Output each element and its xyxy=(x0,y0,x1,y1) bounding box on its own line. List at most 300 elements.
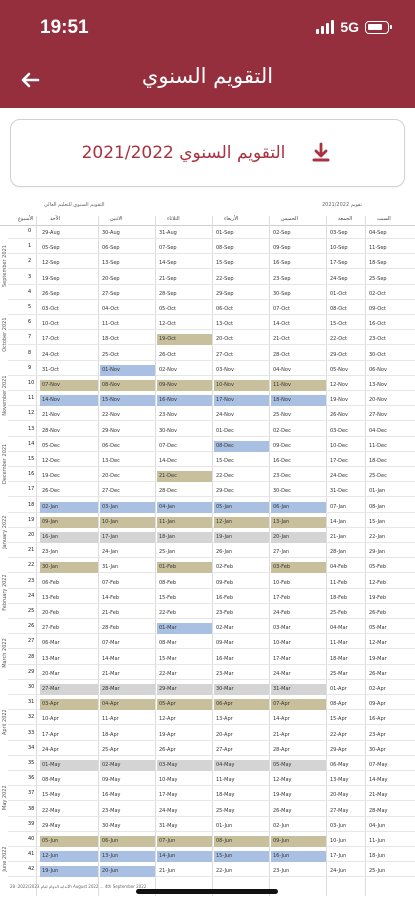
date-cell: 06-Mar xyxy=(42,640,60,647)
date-cell: 21-Dec xyxy=(157,471,212,482)
date-cell: 21-Mar xyxy=(102,670,120,677)
calendar-row xyxy=(8,410,415,421)
calendar-row xyxy=(8,836,415,847)
date-cell: 30-Dec xyxy=(273,488,291,495)
date-cell: 08-Oct xyxy=(330,306,347,312)
date-cell: 03-Dec xyxy=(330,427,348,434)
date-cell: 03-May xyxy=(157,760,212,771)
date-cell: 13-Sep xyxy=(102,260,120,267)
date-cell: 06-Jan xyxy=(271,502,326,513)
date-cell: 01-Apr xyxy=(330,686,347,692)
date-cell: 28-Oct xyxy=(273,351,290,358)
date-cell: 04-Dec xyxy=(369,427,387,434)
date-cell: 27-Dec xyxy=(102,488,120,495)
date-cell: 19-Apr xyxy=(159,731,176,738)
date-cell: 04-Mar xyxy=(330,625,348,632)
date-cell: 16-Mar xyxy=(216,655,234,662)
date-cell: 22-May xyxy=(42,807,61,814)
date-cell: 09-Nov xyxy=(157,380,212,391)
date-cell: 09-Sep xyxy=(273,245,291,252)
week-number: 12 xyxy=(28,410,35,417)
date-cell: 10-Dec xyxy=(330,442,348,449)
date-cell: 22-Jan xyxy=(369,534,386,540)
date-cell: 05-Sep xyxy=(42,245,60,252)
date-cell: 02-Nov xyxy=(159,366,177,373)
calendar-row xyxy=(8,319,415,330)
date-cell: 20-Apr xyxy=(216,731,233,738)
date-cell: 05-Jan xyxy=(214,502,269,513)
date-cell: 28-Jan xyxy=(330,549,347,556)
date-cell: 04-Nov xyxy=(273,366,291,373)
week-number: 25 xyxy=(28,608,35,614)
week-number: 36 xyxy=(28,775,35,782)
date-cell: 04-Sep xyxy=(369,230,387,236)
calendar-row xyxy=(8,532,415,543)
date-cell: 16-Jan xyxy=(40,532,98,543)
date-cell: 26-Oct xyxy=(159,351,176,358)
date-cell: 17-Mar xyxy=(273,655,291,662)
date-cell: 17-Apr xyxy=(42,731,59,738)
date-cell: 31-Mar xyxy=(271,684,326,695)
week-number: 1 xyxy=(28,243,32,250)
date-cell: 20-Sep xyxy=(102,275,120,282)
network-type: 5G xyxy=(340,19,359,35)
calendar-row xyxy=(8,365,415,376)
date-cell: 30-Aug xyxy=(102,230,120,236)
calendar-document[interactable] xyxy=(0,196,415,896)
date-cell: 25-May xyxy=(216,807,235,814)
column-header: الجمعة xyxy=(338,216,353,222)
date-cell: 30-May xyxy=(102,822,121,829)
date-cell: 03-Oct xyxy=(42,306,59,312)
date-cell: 10-May xyxy=(159,777,178,784)
calendar-row xyxy=(8,669,415,680)
date-cell: 12-Apr xyxy=(159,716,176,723)
document-footer: بداية الدوام لعام 2022/2023: 28th August 2022 ... 4th September 2022 xyxy=(10,884,147,889)
calendar-row xyxy=(8,334,415,345)
date-cell: 20-Feb xyxy=(42,610,60,616)
week-number: 7 xyxy=(28,334,32,341)
date-cell: 17-Dec xyxy=(330,458,348,464)
date-cell: 31-Dec xyxy=(330,488,348,495)
date-cell: 15-Jun xyxy=(214,851,269,862)
date-cell: 09-Dec xyxy=(273,442,291,449)
date-cell: 15-Jan xyxy=(369,518,386,525)
date-cell: 25-Nov xyxy=(273,412,291,419)
date-cell: 23-Jan xyxy=(42,549,59,556)
calendar-row xyxy=(8,426,415,437)
date-cell: 10-Sep xyxy=(330,245,348,252)
date-cell: 25-Jun xyxy=(369,868,386,875)
date-cell: 26-Mar xyxy=(369,670,387,677)
week-number: 32 xyxy=(28,714,35,721)
date-cell: 02-Apr xyxy=(369,686,386,692)
date-cell: 29-Apr xyxy=(330,746,347,753)
calendar-row xyxy=(8,441,415,452)
column-header: الخميس xyxy=(281,216,298,222)
date-cell: 16-Feb xyxy=(216,594,234,601)
calendar-row xyxy=(8,654,415,665)
calendar-row xyxy=(8,593,415,604)
week-number: 41 xyxy=(28,851,35,858)
date-cell: 09-Jun xyxy=(271,836,326,847)
date-cell: 08-Dec xyxy=(214,441,269,452)
date-cell: 07-Dec xyxy=(159,442,177,449)
calendar-row xyxy=(8,380,415,391)
date-cell: 03-Mar xyxy=(273,625,291,632)
date-cell: 23-Mar xyxy=(216,670,234,677)
calendar-row xyxy=(8,851,415,862)
column-header: الأربعاء xyxy=(224,216,239,222)
date-cell: 12-Jun xyxy=(40,851,98,862)
date-cell: 16-Nov xyxy=(157,395,212,406)
date-cell: 17-Feb xyxy=(273,594,291,601)
date-cell: 15-May xyxy=(42,792,61,799)
column-header: السبت xyxy=(377,216,391,222)
date-cell: 05-Nov xyxy=(330,366,348,373)
date-cell: 11-Oct xyxy=(102,321,119,328)
date-cell: 04-May xyxy=(214,760,269,771)
date-cell: 27-Apr xyxy=(216,746,233,753)
date-cell: 13-Jan xyxy=(271,517,326,528)
calendar-row xyxy=(8,471,415,482)
date-cell: 18-Jan xyxy=(157,532,212,543)
date-cell: 05-Dec xyxy=(42,442,60,449)
date-cell: 15-Sep xyxy=(216,260,234,267)
date-cell: 02-Dec xyxy=(273,427,291,434)
date-cell: 23-Apr xyxy=(369,731,386,738)
date-cell: 04-Oct xyxy=(102,306,119,312)
date-cell: 20-Mar xyxy=(42,670,60,677)
date-cell: 22-Oct xyxy=(330,336,347,343)
date-cell: 29-Mar xyxy=(157,684,212,695)
week-number: 10 xyxy=(28,380,35,386)
week-number: 14 xyxy=(28,440,35,447)
date-cell: 18-Jun xyxy=(369,853,386,860)
week-number: 34 xyxy=(28,744,35,751)
column-header: الأسبوع xyxy=(18,216,34,222)
date-cell: 07-Feb xyxy=(102,579,120,586)
date-cell: 03-Nov xyxy=(216,366,234,373)
home-indicator[interactable] xyxy=(136,889,278,894)
date-cell: 28-Feb xyxy=(102,625,120,632)
week-number: 11 xyxy=(28,395,35,402)
column-header: الاثنين xyxy=(110,216,123,222)
date-cell: 17-Jun xyxy=(330,853,347,860)
date-cell: 14-Oct xyxy=(273,321,290,328)
date-cell: 31-Aug xyxy=(159,230,177,236)
week-number: 40 xyxy=(28,836,35,842)
date-cell: 16-Jun xyxy=(271,851,326,862)
date-cell: 19-Feb xyxy=(369,594,387,601)
date-cell: 13-Jun xyxy=(100,851,155,862)
date-cell: 30-Mar xyxy=(214,684,269,695)
calendar-row xyxy=(8,730,415,741)
date-cell: 18-Sep xyxy=(369,260,387,267)
calendar-row xyxy=(8,395,415,406)
calendar-card[interactable] xyxy=(10,119,405,187)
date-cell: 28-Nov xyxy=(42,427,60,434)
date-cell: 20-Dec xyxy=(102,473,120,480)
date-cell: 14-Feb xyxy=(102,594,120,601)
date-cell: 15-Feb xyxy=(159,594,177,601)
date-cell: 25-Feb xyxy=(330,610,348,616)
month-label: April 2022 xyxy=(2,709,8,735)
date-cell: 23-Jun xyxy=(273,868,290,875)
date-cell: 03-Sep xyxy=(330,230,348,236)
calendar-row xyxy=(8,350,415,361)
column-header: الثلاثاء xyxy=(167,216,180,222)
date-cell: 19-Oct xyxy=(157,334,212,345)
date-cell: 14-Apr xyxy=(273,716,290,723)
date-cell: 01-Mar xyxy=(157,623,212,634)
date-cell: 08-Feb xyxy=(159,579,177,586)
download-icon[interactable] xyxy=(309,141,333,165)
date-cell: 17-Nov xyxy=(214,395,269,406)
date-cell: 16-Oct xyxy=(369,321,386,328)
date-cell: 30-Nov xyxy=(159,427,177,434)
card-title: التقويم السنوي 2021/2022 xyxy=(81,143,286,163)
status-icons xyxy=(316,19,389,35)
date-cell: 22-Mar xyxy=(159,670,177,677)
date-cell: 27-Oct xyxy=(216,351,233,358)
date-cell: 21-Nov xyxy=(42,412,60,419)
date-cell: 07-Sep xyxy=(159,245,177,252)
date-cell: 19-Jan xyxy=(214,532,269,543)
date-cell: 11-Mar xyxy=(330,640,348,647)
week-number: 35 xyxy=(28,760,35,766)
date-cell: 09-Jan xyxy=(40,517,98,528)
date-cell: 07-Jun xyxy=(157,836,212,847)
date-cell: 23-May xyxy=(102,807,121,814)
date-cell: 24-Mar xyxy=(273,670,291,677)
date-cell: 21-Sep xyxy=(159,275,177,282)
month-label: September 2021 xyxy=(2,245,8,287)
date-cell: 05-Jun xyxy=(40,836,98,847)
date-cell: 18-Nov xyxy=(271,395,326,406)
date-cell: 11-May xyxy=(216,777,235,784)
date-cell: 12-Nov xyxy=(330,382,348,388)
date-cell: 10-Oct xyxy=(42,321,59,328)
date-cell: 02-Jan xyxy=(40,502,98,513)
date-cell: 12-May xyxy=(273,777,292,784)
date-cell: 22-Apr xyxy=(330,731,347,738)
date-cell: 15-Oct xyxy=(330,321,347,328)
date-cell: 18-Dec xyxy=(369,458,387,464)
calendar-row xyxy=(8,289,415,300)
date-cell: 19-Jun xyxy=(40,866,98,877)
date-cell: 17-Sep xyxy=(330,260,348,267)
date-cell: 26-Feb xyxy=(369,610,387,616)
date-cell: 29-Aug xyxy=(42,230,60,236)
date-cell: 14-Mar xyxy=(102,655,120,662)
header-right: تقويم 2021/2022 xyxy=(322,202,362,208)
calendar-row xyxy=(8,258,415,269)
date-cell: 09-Mar xyxy=(216,640,234,647)
date-cell: 27-Feb xyxy=(42,625,60,632)
date-cell: 13-Apr xyxy=(216,716,233,723)
date-cell: 24-Apr xyxy=(42,746,59,753)
calendar-row xyxy=(8,517,415,528)
date-cell: 30-Oct xyxy=(369,351,386,358)
date-cell: 24-Feb xyxy=(273,610,291,616)
week-number: 39 xyxy=(28,820,35,827)
calendar-row xyxy=(8,562,415,573)
date-cell: 25-Sep xyxy=(369,275,387,282)
date-cell: 05-Feb xyxy=(369,564,387,571)
app-bar xyxy=(0,52,415,108)
week-number: 28 xyxy=(28,653,35,660)
date-cell: 11-Apr xyxy=(102,716,119,723)
date-cell: 27-Nov xyxy=(369,412,387,419)
date-cell: 08-Apr xyxy=(330,701,347,708)
date-cell: 30-Sep xyxy=(273,290,291,297)
week-number: 19 xyxy=(28,516,35,523)
date-cell: 28-Apr xyxy=(273,746,290,753)
date-cell: 29-Jan xyxy=(369,549,386,556)
date-cell: 23-Sep xyxy=(273,275,291,282)
date-cell: 24-Jan xyxy=(102,549,119,556)
date-cell: 27-Sep xyxy=(102,290,120,297)
date-cell: 12-Feb xyxy=(369,579,387,586)
date-cell: 10-Jun xyxy=(330,838,347,844)
date-cell: 09-Oct xyxy=(369,306,386,312)
calendar-row xyxy=(8,578,415,589)
date-cell: 12-Mar xyxy=(369,640,387,647)
date-cell: 02-Sep xyxy=(273,230,291,236)
date-cell: 31-May xyxy=(159,822,178,829)
date-cell: 12-Jan xyxy=(214,517,269,528)
date-cell: 03-Apr xyxy=(40,699,98,710)
date-cell: 14-May xyxy=(369,777,388,784)
date-cell: 19-Nov xyxy=(330,397,348,404)
date-cell: 10-Nov xyxy=(214,380,269,391)
date-cell: 08-Nov xyxy=(100,380,155,391)
date-cell: 25-Mar xyxy=(330,670,348,677)
date-cell: 28-May xyxy=(369,807,388,814)
week-number: 17 xyxy=(28,486,35,493)
date-cell: 08-Sep xyxy=(216,245,234,252)
date-cell: 06-Apr xyxy=(214,699,269,710)
week-number: 42 xyxy=(28,866,35,873)
date-cell: 05-Oct xyxy=(159,306,176,312)
date-cell: 15-Nov xyxy=(100,395,155,406)
calendar-row xyxy=(8,456,415,467)
date-cell: 23-Nov xyxy=(159,412,177,419)
date-cell: 07-Mar xyxy=(102,640,120,647)
date-cell: 30-Apr xyxy=(369,746,386,753)
status-bar xyxy=(0,0,415,52)
date-cell: 01-Sep xyxy=(216,230,234,236)
date-cell: 25-Oct xyxy=(102,351,119,358)
date-cell: 13-May xyxy=(330,777,349,784)
date-cell: 20-Nov xyxy=(369,397,387,404)
week-number: 38 xyxy=(28,805,35,812)
week-number: 13 xyxy=(28,425,35,432)
week-number: 26 xyxy=(28,623,35,630)
date-cell: 04-Feb xyxy=(330,564,348,571)
date-cell: 20-May xyxy=(330,792,349,799)
date-cell: 04-Apr xyxy=(100,699,155,710)
month-label: March 2022 xyxy=(2,638,8,669)
date-cell: 07-Apr xyxy=(271,699,326,710)
date-cell: 01-Nov xyxy=(100,365,155,376)
date-cell: 07-Jan xyxy=(330,503,347,510)
week-number: 24 xyxy=(28,592,35,599)
date-cell: 01-May xyxy=(40,760,98,771)
date-cell: 06-Oct xyxy=(216,306,233,312)
date-cell: 11-Feb xyxy=(330,579,348,586)
date-cell: 21-Jun xyxy=(159,868,176,875)
calendar-row xyxy=(8,775,415,786)
date-cell: 13-Dec xyxy=(102,458,120,464)
calendar-row xyxy=(8,821,415,832)
date-cell: 08-Jun xyxy=(214,836,269,847)
date-cell: 15-Dec xyxy=(216,458,234,464)
date-cell: 08-Jan xyxy=(369,503,386,510)
date-cell: 09-Apr xyxy=(369,701,386,708)
date-cell: 14-Jan xyxy=(330,518,347,525)
week-number: 3 xyxy=(28,273,32,280)
date-cell: 26-Dec xyxy=(42,488,60,495)
date-cell: 18-Mar xyxy=(330,655,348,662)
date-cell: 02-Feb xyxy=(216,564,234,571)
date-cell: 06-Nov xyxy=(369,366,387,373)
date-cell: 13-Oct xyxy=(216,321,233,328)
date-cell: 10-Jan xyxy=(100,517,155,528)
date-cell: 16-May xyxy=(102,792,121,799)
week-number: 6 xyxy=(28,319,32,326)
date-cell: 07-May xyxy=(369,762,388,768)
calendar-row xyxy=(8,502,415,513)
date-cell: 16-Dec xyxy=(273,458,291,464)
date-cell: 13-Nov xyxy=(369,382,387,388)
date-cell: 14-Dec xyxy=(159,458,177,464)
date-cell: 27-Mar xyxy=(40,684,98,695)
date-cell: 11-Jun xyxy=(369,838,386,844)
month-label: October 2021 xyxy=(2,317,8,352)
date-cell: 27-Jan xyxy=(273,549,290,556)
date-cell: 26-May xyxy=(273,807,292,814)
document-header xyxy=(0,196,415,226)
date-cell: 18-May xyxy=(216,792,235,799)
date-cell: 04-Jan xyxy=(157,502,212,513)
calendar-row xyxy=(8,745,415,756)
date-cell: 12-Dec xyxy=(42,458,60,464)
week-number: 23 xyxy=(28,577,35,584)
date-cell: 05-Apr xyxy=(157,699,212,710)
calendar-row xyxy=(8,304,415,315)
date-cell: 24-Sep xyxy=(330,275,348,282)
date-cell: 23-Dec xyxy=(273,473,291,480)
date-cell: 20-Jan xyxy=(271,532,326,543)
date-cell: 25-Apr xyxy=(102,746,119,753)
month-label: May 2022 xyxy=(2,785,8,811)
date-cell: 10-Apr xyxy=(42,716,59,723)
date-cell: 19-Mar xyxy=(369,655,387,662)
date-cell: 11-Jan xyxy=(157,517,212,528)
date-cell: 27-May xyxy=(330,807,349,814)
date-cell: 08-May xyxy=(42,777,61,784)
date-cell: 12-Oct xyxy=(159,321,176,328)
date-cell: 24-Nov xyxy=(216,412,234,419)
week-number: 29 xyxy=(28,668,35,675)
date-cell: 28-Sep xyxy=(159,290,177,297)
date-cell: 05-Mar xyxy=(369,625,387,632)
date-cell: 22-Dec xyxy=(216,473,234,480)
date-cell: 26-Apr xyxy=(159,746,176,753)
calendar-row xyxy=(8,866,415,877)
